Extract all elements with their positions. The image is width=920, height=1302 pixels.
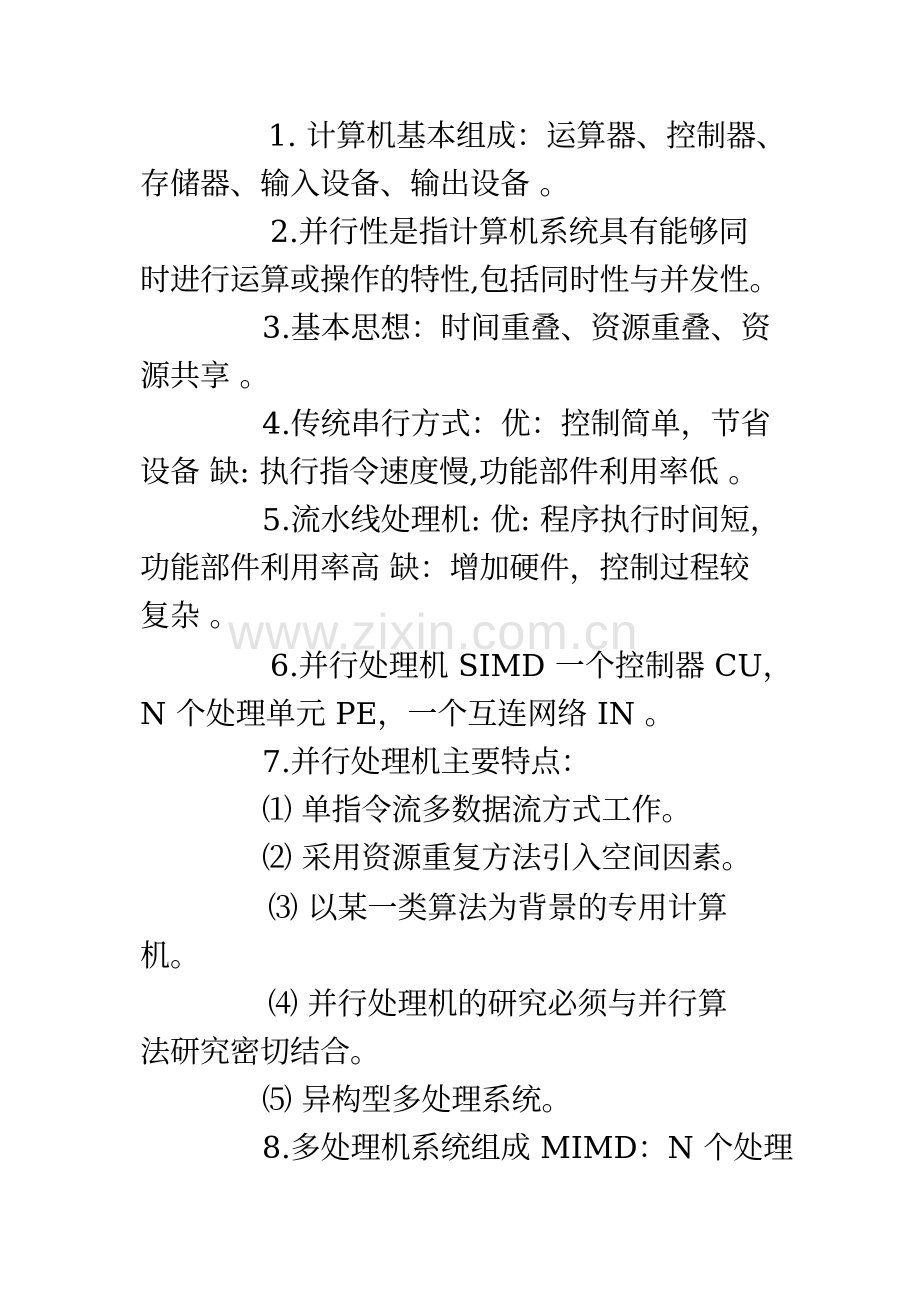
line-17: ⑶ 以某一类算法为背景的专用计算 <box>268 891 728 926</box>
line-09: 5.流水线处理机: 优: 程序执行时间短， <box>262 503 780 538</box>
line-07: 4.传统串行方式：优：控制简单，节省 <box>262 407 771 442</box>
watermark: www.zixin.com.cn <box>228 604 639 660</box>
line-11: 复杂 。 <box>140 599 240 634</box>
line-10: 功能部件利用率高 缺：增加硬件，控制过程较 <box>140 551 750 586</box>
line-03: 2.并行性是指计算机系统具有能够同 <box>270 215 749 250</box>
line-22: 8.多处理机系统组成 MIMD：N 个处理 <box>262 1131 794 1166</box>
line-02: 存储器、输入设备、输出设备 。 <box>140 167 570 202</box>
line-05: 3.基本思想：时间重叠、资源重叠、资 <box>262 311 771 346</box>
line-12: 6.并行处理机 SIMD 一个控制器 CU， <box>270 649 793 684</box>
line-16: ⑵ 采用资源重复方法引入空间因素。 <box>262 841 752 876</box>
line-14: 7.并行处理机主要特点： <box>262 745 591 780</box>
line-13: N 个处理单元 PE，一个互连网络 IN 。 <box>140 697 675 732</box>
line-06: 源共享 。 <box>140 359 270 394</box>
line-20: 法研究密切结合。 <box>140 1035 380 1070</box>
line-08: 设备 缺: 执行指令速度慢,功能部件利用率低 。 <box>140 455 759 490</box>
line-04: 时进行运算或操作的特性,包括同时性与并发性。 <box>140 263 780 298</box>
line-01: 1. 计算机基本组成：运算器、控制器、 <box>268 119 787 154</box>
line-21: ⑸ 异构型多处理系统。 <box>262 1083 572 1118</box>
line-15: ⑴ 单指令流多数据流方式工作。 <box>262 793 692 828</box>
line-18: 机。 <box>140 939 200 974</box>
line-19: ⑷ 并行处理机的研究必须与并行算 <box>268 987 728 1022</box>
